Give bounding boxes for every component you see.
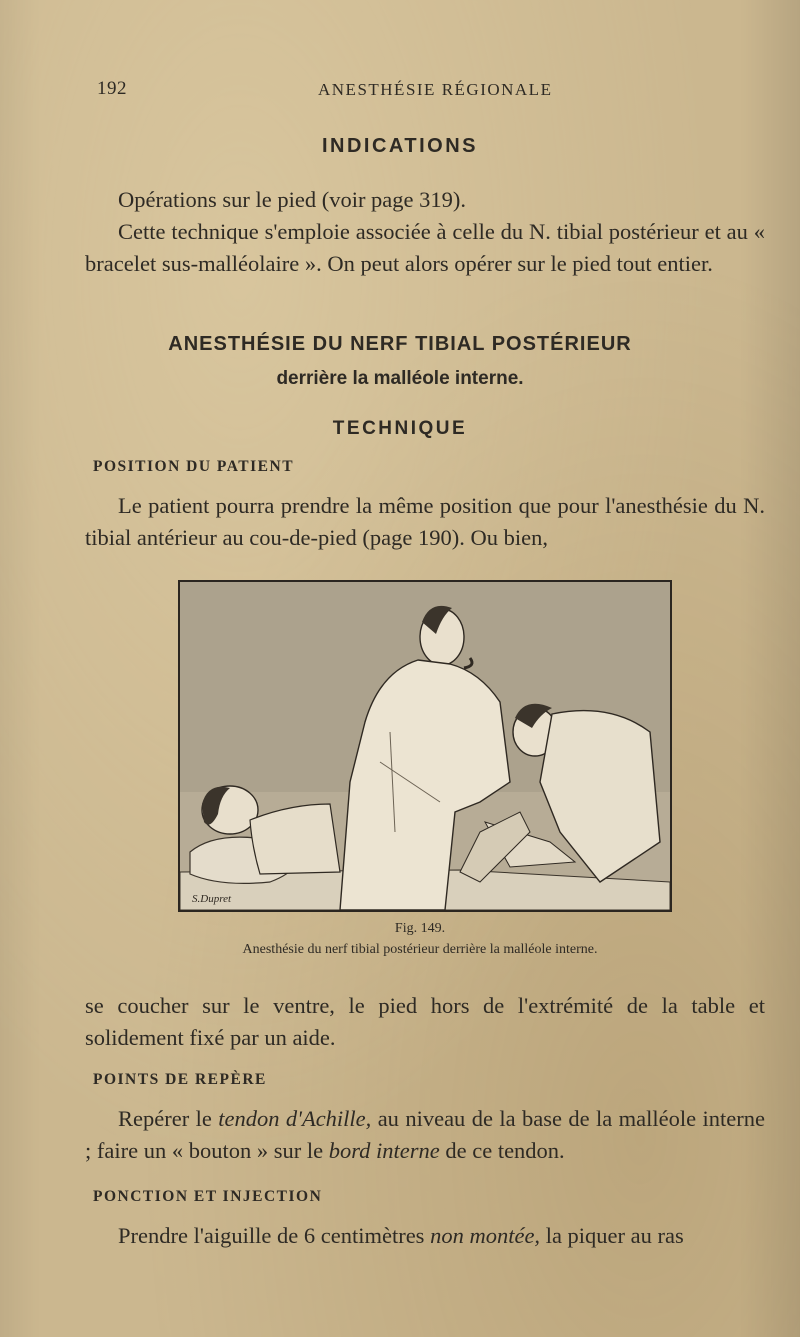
technique-heading: TECHNIQUE — [332, 418, 468, 439]
reperes-emphasis-2: bord interne — [328, 1138, 440, 1163]
continuation-paragraph: se coucher sur le ventre, le pied hors de l'extrémité de la table et solidement fixé par un aide. — [85, 993, 765, 1050]
ponction-text-1: Prendre l'aiguille de 6 centimètres — [118, 1223, 431, 1248]
section-title: ANESTHÉSIE DU NERF TIBIAL POSTÉRIEUR — [168, 333, 632, 355]
position-text — [85, 490, 765, 554]
reperes-text — [85, 1103, 765, 1167]
running-title: ANESTHÉSIE RÉGIONALE — [318, 80, 553, 99]
position-heading: POSITION DU PATIENT — [93, 458, 295, 475]
indications-line1: Opérations sur le pied (voir page 319). — [118, 187, 467, 212]
reperes-emphasis-1: tendon d'Achille, — [218, 1106, 372, 1131]
indications-paragraph: Cette technique s'emploie associée à celle du N. tibial postérieur et au « bracelet sus-malléolaire ». On peut alors opérer sur le pied tout entier. — [85, 219, 765, 276]
ponction-paragraph — [85, 1220, 765, 1252]
ponction-heading: PONCTION ET INJECTION — [93, 1188, 323, 1205]
figure-number: Fig. 149. — [394, 921, 446, 936]
page-number: 192 — [97, 78, 127, 99]
ponction-text-2: la piquer au ras — [540, 1223, 684, 1248]
indications-heading: INDICATIONS — [321, 135, 478, 157]
reperes-heading: POINTS DE REPÈRE — [93, 1071, 267, 1088]
illustrator-signature: S.Dupret — [192, 893, 232, 905]
reperes-paragraph — [85, 1103, 765, 1167]
position-paragraph: Le patient pourra prendre la même position que pour l'anesthésie du N. tibial antérieur au cou-de-pied (page 190). Ou bien, — [85, 493, 765, 550]
ponction-emphasis: non montée, — [430, 1223, 541, 1248]
reperes-text-3: de ce tendon. — [439, 1138, 565, 1163]
reperes-text-2: au niveau de la base de la malléole interne ; faire un « bouton » sur le — [85, 1106, 765, 1163]
continuation-text — [85, 990, 765, 1054]
section-subtitle: derrière la malléole interne. — [276, 368, 524, 389]
figure-illustration — [178, 580, 672, 912]
illustration-drawing — [180, 582, 670, 910]
figure-caption: Anesthésie du nerf tibial postérieur derrière la malléole interne. — [242, 942, 598, 957]
indications-text — [85, 184, 765, 280]
reperes-text-1: Repérer le — [118, 1106, 219, 1131]
ponction-text — [85, 1220, 765, 1252]
